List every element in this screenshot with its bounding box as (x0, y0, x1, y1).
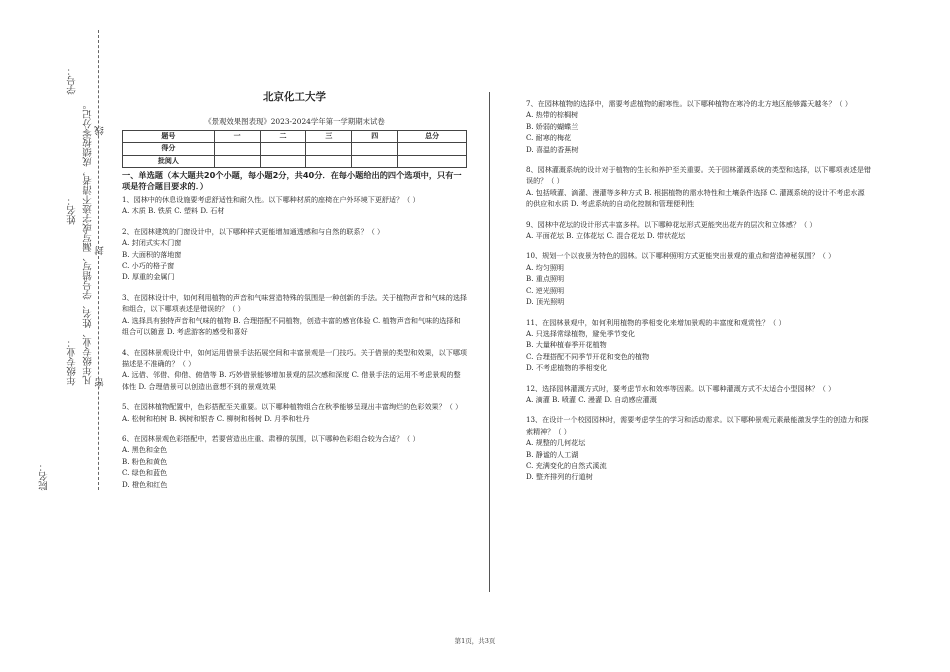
question-stem: 8、园林灌溉系统的设计对于植物的生长和养护至关重要。关于园林灌溉系统的类型和选择，以下哪项表述是错误的？（ ） (526, 165, 872, 186)
question-block (526, 219, 871, 242)
question-stem: 2、在园林建筑的门窗设计中，以下哪种样式更能增加通透感和与自然的联系？（ ） (122, 226, 385, 236)
question-stem: 1、园林中的休息设施要考虑舒适性和耐久性。以下哪种材质的座椅在户外环境下更舒适？（ ） (122, 195, 420, 205)
seal-label-secret: 密 (95, 378, 106, 388)
column-divider (489, 92, 490, 592)
answer-option: A. 热带的棕榈树 (526, 110, 579, 120)
answer-option: A. 规整的几何花坛 (526, 438, 586, 448)
question-block (526, 164, 871, 210)
binding-dashed-line (98, 30, 99, 490)
university-title: 北京化工大学 (263, 91, 326, 103)
question-block (526, 414, 871, 482)
left-column (122, 92, 467, 490)
answer-option: A. 均匀照明 (526, 262, 565, 272)
answer-option: A. 滴灌 B. 喷灌 C. 漫灌 D. 自动感应灌溉 (526, 394, 657, 404)
question-block (122, 194, 467, 217)
answer-option: B. 娇弱的蝴蝶兰 (526, 121, 579, 131)
section-heading: 一、单选题（本大题共20个小题，每小题2分，共40分．在每小题给出的四个选项中，只有一项是符合题目要求的．） (122, 170, 462, 192)
question-stem: 11、在园林景观中，如何利用植物的季相变化来增加景观的丰富度和观赏性？（ ） (526, 317, 786, 327)
answer-option: C. 逆光照明 (526, 285, 565, 295)
seal-label-line: 线 (95, 126, 106, 136)
field-major: 年级专业： (67, 338, 78, 386)
answer-option: A. 平面花坛 B. 立体花坛 C. 混合花坛 D. 带状花坛 (526, 231, 686, 241)
score-cell: 三 (306, 130, 352, 142)
binding-notice: 凡年级专业、姓名、学号错写、漏写或字迹不清者，成绩按零分记。 (83, 100, 94, 385)
field-student-id: 学号： (67, 66, 78, 95)
score-cell (306, 143, 352, 155)
question-block (122, 433, 467, 490)
question-stem: 13、在设计一个校园园林时，需要考虑学生的学习和活动需求。以下哪种景观元素最能激发学生的创造力和探索精神？（ ） (526, 415, 869, 436)
question-stem: 9、园林中花坛的设计形式丰富多样。以下哪种花坛形式更能突出花卉的层次和立体感？（ ） (526, 219, 817, 229)
question-block (526, 98, 871, 155)
question-stem: 5、在园林植物配置中，色彩搭配至关重要。以下哪种植物组合在秋季能够呈现出丰富绚烂的色彩效果？（ ） (122, 402, 463, 412)
answer-option: D. 喜温的香蕉树 (526, 144, 579, 154)
answer-option: B. 粉色和黄色 (122, 456, 168, 466)
answer-option: A. 只选择常绿植物，避免季节变化 (526, 328, 635, 338)
score-cell (306, 155, 352, 167)
question-block (122, 226, 467, 283)
question-block (122, 401, 467, 424)
score-cell (398, 143, 467, 155)
score-cell (214, 143, 260, 155)
exam-title: 《景观效果图表现》2023-2024学年第一学期期末试卷 (204, 117, 385, 127)
answer-option: D. 厚重的金属门 (122, 272, 175, 282)
score-cell: 二 (260, 130, 306, 142)
score-table-score-row (123, 143, 467, 155)
score-cell (260, 155, 306, 167)
question-stem: 6、在园林景观色彩搭配中，若要营造出庄重、肃穆的氛围，以下哪种色彩组合较为合适？（ ） (122, 433, 420, 443)
answer-option: A. 松树和柏树 B. 枫树和银杏 C. 柳树和杨树 D. 月季和牡丹 (122, 413, 310, 423)
score-cell (352, 155, 398, 167)
field-school: 院名： (39, 462, 50, 491)
right-column (526, 98, 871, 483)
question-stem: 10、规划一个以夜景为特色的园林。以下哪种照明方式更能突出景观的重点和营造神秘氛围？（ ） (526, 251, 836, 261)
score-table (122, 130, 467, 168)
question-block (526, 317, 871, 374)
score-cell: 一 (214, 130, 260, 142)
question-stem: 12、选择园林灌溉方式时，要考虑节水和效率等因素。以下哪种灌溉方式不太适合小型园林？（ ） (526, 383, 836, 393)
score-cell (214, 155, 260, 167)
question-stem: 3、在园林设计中，如何利用植物的声音和气味营造特殊的氛围是一种创新的手法。关于植物声音和气味的选择和组合，以下哪项表述是错误的？（ ） (122, 292, 468, 314)
answer-option: C. 合理搭配不同季节开花和变色的植物 (526, 351, 650, 361)
score-row-label: 得分 (123, 143, 215, 155)
answer-option: A. 木质 B. 铁质 C. 塑料 D. 石材 (122, 206, 225, 216)
answer-option: C. 充满变化的自然式溪流 (526, 460, 607, 470)
score-table-header-row (123, 130, 467, 142)
answer-option: C. 小巧的格子窗 (122, 261, 175, 271)
field-name: 姓名： (67, 196, 78, 225)
answer-option: A. 远借、邻借、仰借、俯借等 B. 巧妙借景能够增加景观的层次感和深度 C. 借景手法的运用不考虑景观的整体性 D. 合理借景可以创造出意想不到的景观效果 (122, 370, 461, 391)
question-block (122, 292, 467, 338)
answer-option: A. 封闭式实木门窗 (122, 238, 182, 248)
answer-option: C. 耐寒的梅花 (526, 133, 572, 143)
answer-option: C. 绿色和蓝色 (122, 468, 168, 478)
question-block (526, 250, 871, 307)
question-block (122, 347, 467, 393)
right-question-list (526, 98, 871, 483)
page-footer: 第1页，共3页 (454, 637, 496, 645)
answer-option: A. 选择具有独特声音和气味的植物 B. 合理搭配不同植物，创造丰富的感官体验 C. 植物声音和气味的选择和组合可以随意 D. 考虑游客的感受和喜好 (122, 315, 461, 337)
answer-option: D. 顶光照明 (526, 297, 565, 307)
score-cell (352, 143, 398, 155)
score-table-reviewer-row (123, 155, 467, 167)
score-cell: 总分 (398, 130, 467, 142)
score-cell (260, 143, 306, 155)
score-cell (398, 155, 467, 167)
left-question-list (122, 194, 467, 490)
answer-option: B. 静谧的人工湖 (526, 449, 579, 459)
answer-option: B. 重点照明 (526, 274, 565, 284)
answer-option: A. 包括喷灌、滴灌、漫灌等多种方式 B. 根据植物的需水特性和土壤条件选择 C. 灌溉系统的设计不考虑水源的供应和水质 D. 考虑系统的自动化控制和管理便利性 (526, 187, 865, 209)
answer-option: A. 黑色和金色 (122, 445, 168, 455)
answer-option: B. 大面积的落地窗 (122, 249, 182, 259)
seal-label-seal: 封 (95, 246, 106, 256)
answer-option: D. 橙色和红色 (122, 479, 168, 489)
answer-option: B. 大量种植春季开花植物 (526, 340, 607, 350)
answer-option: D. 整齐排列的行道树 (526, 472, 593, 482)
question-stem: 7、在园林植物的选择中，需要考虑植物的耐寒性。以下哪种植物在寒冷的北方地区能够露天越冬？（ ） (526, 99, 852, 108)
question-block (526, 383, 871, 406)
score-cell: 题号 (123, 130, 215, 142)
answer-option: D. 不考虑植物的季相变化 (526, 363, 607, 373)
question-stem: 4、在园林景观设计中，如何运用借景手法拓展空间和丰富景观是一门技巧。关于借景的类型和效果，以下哪项描述是不准确的？（ ） (122, 347, 468, 368)
score-cell: 四 (352, 130, 398, 142)
reviewer-row-label: 批阅人 (123, 155, 215, 167)
